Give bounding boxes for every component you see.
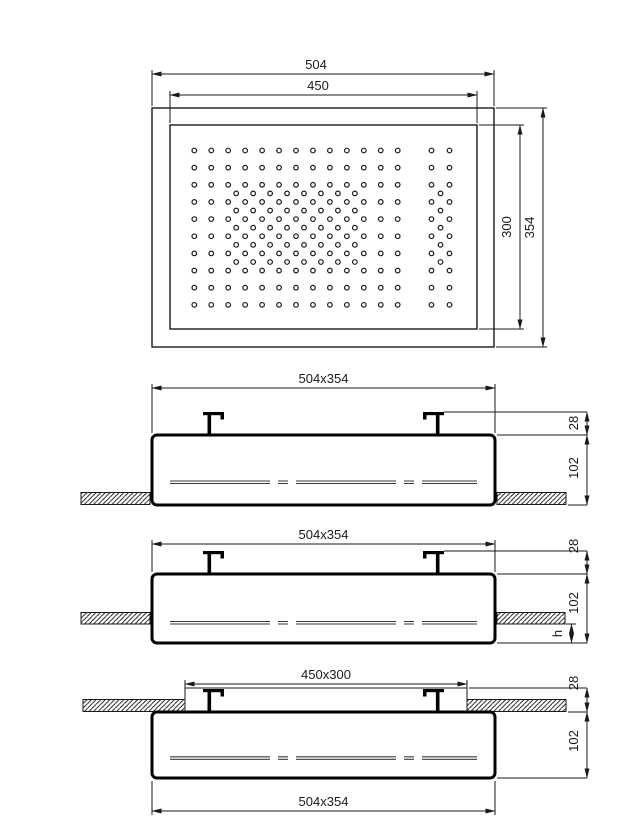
spray-hole <box>285 225 290 230</box>
s3-dim-102-label: 102 <box>566 730 581 752</box>
spray-hole <box>209 234 214 239</box>
spray-hole <box>243 148 248 153</box>
spray-hole <box>277 217 282 222</box>
spray-hole <box>311 251 316 256</box>
spray-hole <box>243 234 248 239</box>
spray-hole <box>192 183 197 188</box>
spray-hole <box>447 285 452 290</box>
spray-hole <box>362 268 367 273</box>
spray-hole <box>395 234 400 239</box>
spray-hole <box>277 165 282 170</box>
spray-hole <box>319 191 324 196</box>
spray-hole <box>226 285 231 290</box>
s2-dim-28-label: 28 <box>566 538 581 554</box>
spray-hole <box>277 268 282 273</box>
s1-dim-102-label: 102 <box>566 457 581 479</box>
spray-hole <box>277 183 282 188</box>
spray-hole <box>251 260 256 265</box>
spray-hole <box>319 225 324 230</box>
spray-hole <box>447 183 452 188</box>
s1-dim-28-label: 28 <box>566 415 581 431</box>
s2-top-dim-label: 504x354 <box>298 527 349 542</box>
spray-hole <box>260 234 265 239</box>
spray-hole <box>328 303 333 308</box>
spray-hole <box>294 217 299 222</box>
spray-hole <box>429 251 434 256</box>
spray-hole <box>302 208 307 213</box>
spray-hole <box>447 251 452 256</box>
spray-hole <box>192 148 197 153</box>
spray-hole <box>353 243 358 248</box>
spray-hole <box>362 303 367 308</box>
spray-hole <box>378 165 383 170</box>
spray-hole <box>285 243 290 248</box>
spray-hole <box>226 303 231 308</box>
dim-height-outer-label: 354 <box>522 216 537 239</box>
spray-hole <box>395 285 400 290</box>
spray-hole <box>429 217 434 222</box>
spray-hole <box>429 200 434 205</box>
s2-dim-102-label: 102 <box>566 592 581 614</box>
spray-hole <box>395 200 400 205</box>
spray-hole <box>302 225 307 230</box>
section-view-1 <box>81 371 587 505</box>
spray-hole <box>251 191 256 196</box>
s1-top-dim-label: 504x354 <box>298 371 349 386</box>
spray-hole <box>260 285 265 290</box>
spray-hole <box>378 303 383 308</box>
spray-hole <box>234 225 239 230</box>
spray-hole <box>362 165 367 170</box>
spray-hole <box>311 183 316 188</box>
spray-hole <box>192 217 197 222</box>
spray-hole <box>429 183 434 188</box>
spray-hole <box>395 148 400 153</box>
spray-hole <box>336 243 341 248</box>
spray-hole <box>209 303 214 308</box>
section-view-3 <box>83 667 587 815</box>
spray-hole <box>447 148 452 153</box>
spray-hole <box>447 268 452 273</box>
spray-hole <box>362 183 367 188</box>
spray-hole <box>362 251 367 256</box>
spray-hole <box>353 225 358 230</box>
spray-hole <box>438 225 443 230</box>
spray-hole <box>192 251 197 256</box>
spray-hole <box>209 148 214 153</box>
spray-hole <box>294 165 299 170</box>
spray-hole <box>209 285 214 290</box>
spray-hole <box>447 165 452 170</box>
s2-body <box>152 574 495 643</box>
spray-hole <box>243 217 248 222</box>
spray-hole <box>395 268 400 273</box>
spray-hole <box>294 303 299 308</box>
spray-hole <box>328 251 333 256</box>
spray-hole <box>438 243 443 248</box>
spray-hole <box>226 165 231 170</box>
spray-hole <box>378 251 383 256</box>
spray-hole <box>447 200 452 205</box>
spray-hole <box>294 251 299 256</box>
spray-hole <box>336 191 341 196</box>
spray-hole <box>260 268 265 273</box>
spray-hole <box>438 191 443 196</box>
spray-hole <box>336 208 341 213</box>
spray-hole <box>311 303 316 308</box>
spray-hole <box>328 165 333 170</box>
spray-hole <box>192 268 197 273</box>
spray-hole <box>345 148 350 153</box>
spray-hole <box>429 234 434 239</box>
spray-hole <box>243 183 248 188</box>
s1-ceiling-right <box>497 493 566 505</box>
spray-hole <box>192 303 197 308</box>
spray-hole <box>209 217 214 222</box>
spray-hole <box>192 234 197 239</box>
dim-height-inner-label: 300 <box>499 216 514 238</box>
spray-hole <box>311 234 316 239</box>
spray-hole <box>268 191 273 196</box>
spray-hole <box>378 200 383 205</box>
spray-hole <box>378 234 383 239</box>
spray-hole <box>260 217 265 222</box>
spray-hole <box>277 251 282 256</box>
spray-hole <box>268 260 273 265</box>
spray-hole <box>447 234 452 239</box>
s3-bottom-dim-label: 504x354 <box>298 794 349 809</box>
spray-hole <box>311 268 316 273</box>
spray-hole <box>302 260 307 265</box>
s1-ceiling-left <box>81 493 150 505</box>
spray-hole <box>336 260 341 265</box>
spray-hole <box>311 148 316 153</box>
s3-top-dim-label: 450x300 <box>301 667 351 682</box>
spray-hole <box>302 243 307 248</box>
spray-hole <box>226 183 231 188</box>
spray-hole <box>277 234 282 239</box>
spray-hole <box>226 268 231 273</box>
spray-hole <box>209 165 214 170</box>
spray-hole <box>268 243 273 248</box>
spray-hole <box>294 200 299 205</box>
spray-hole <box>319 208 324 213</box>
spray-hole <box>251 208 256 213</box>
spray-hole <box>395 217 400 222</box>
spray-hole <box>328 183 333 188</box>
spray-hole <box>328 148 333 153</box>
s2-dim-h-label: h <box>550 629 565 638</box>
spray-hole <box>277 148 282 153</box>
spray-hole <box>345 165 350 170</box>
spray-hole <box>277 285 282 290</box>
spray-hole <box>243 200 248 205</box>
spray-hole <box>336 225 341 230</box>
s2-ceiling-right <box>497 613 565 625</box>
spray-hole <box>192 165 197 170</box>
spray-hole <box>234 243 239 248</box>
spray-hole <box>319 243 324 248</box>
s3-body <box>152 712 495 778</box>
spray-hole <box>395 303 400 308</box>
spray-hole <box>285 191 290 196</box>
spray-hole <box>378 285 383 290</box>
spray-hole <box>328 234 333 239</box>
spray-hole <box>447 217 452 222</box>
spray-hole <box>345 285 350 290</box>
dim-width-outer-label: 504 <box>305 57 327 72</box>
spray-hole <box>226 200 231 205</box>
spray-hole <box>311 217 316 222</box>
spray-hole <box>429 303 434 308</box>
spray-hole <box>311 165 316 170</box>
spray-hole <box>345 200 350 205</box>
spray-hole <box>395 183 400 188</box>
spray-hole <box>362 148 367 153</box>
s1-body <box>152 435 495 505</box>
spray-hole <box>378 148 383 153</box>
spray-hole <box>294 285 299 290</box>
spray-hole <box>429 165 434 170</box>
spray-hole <box>328 285 333 290</box>
spray-hole <box>362 285 367 290</box>
spray-hole <box>260 165 265 170</box>
s2-ceiling-left <box>81 613 150 625</box>
spray-hole <box>378 217 383 222</box>
spray-hole <box>260 303 265 308</box>
spray-hole <box>251 225 256 230</box>
spray-hole <box>294 268 299 273</box>
spray-hole <box>243 285 248 290</box>
s3-ceiling-left <box>83 700 185 712</box>
spray-hole <box>438 260 443 265</box>
spray-hole <box>209 251 214 256</box>
spray-hole <box>328 268 333 273</box>
spray-hole <box>226 217 231 222</box>
spray-hole <box>268 208 273 213</box>
spray-hole <box>345 268 350 273</box>
spray-hole <box>243 165 248 170</box>
spray-hole <box>243 268 248 273</box>
spray-hole <box>234 191 239 196</box>
spray-hole <box>277 200 282 205</box>
s3-dim-28-label: 28 <box>566 675 581 691</box>
spray-hole <box>260 200 265 205</box>
spray-hole <box>395 251 400 256</box>
spray-hole <box>209 268 214 273</box>
spray-hole <box>234 260 239 265</box>
spray-hole <box>328 217 333 222</box>
section-view-2 <box>81 527 587 643</box>
spray-hole <box>209 200 214 205</box>
spray-hole <box>260 251 265 256</box>
spray-hole <box>209 183 214 188</box>
spray-hole <box>345 251 350 256</box>
spray-hole <box>328 200 333 205</box>
spray-hole <box>285 260 290 265</box>
spray-hole <box>447 303 452 308</box>
dim-width-inner-label: 450 <box>307 78 329 93</box>
spray-hole <box>226 251 231 256</box>
spray-hole <box>353 208 358 213</box>
spray-hole <box>395 165 400 170</box>
spray-hole <box>353 260 358 265</box>
top-view-plan <box>152 57 547 347</box>
spray-hole <box>243 303 248 308</box>
spray-hole <box>429 268 434 273</box>
spray-hole <box>378 268 383 273</box>
spray-hole <box>302 191 307 196</box>
spray-hole <box>243 251 248 256</box>
spray-hole <box>378 183 383 188</box>
spray-hole <box>429 285 434 290</box>
spray-hole <box>311 285 316 290</box>
spray-hole <box>294 234 299 239</box>
spray-hole <box>285 208 290 213</box>
spray-hole <box>294 148 299 153</box>
spray-hole <box>192 200 197 205</box>
spray-hole <box>345 217 350 222</box>
spray-hole <box>429 148 434 153</box>
spray-hole <box>345 234 350 239</box>
spray-hole <box>234 208 239 213</box>
spray-hole <box>294 183 299 188</box>
spray-hole <box>192 285 197 290</box>
spray-hole <box>345 303 350 308</box>
spray-hole <box>226 148 231 153</box>
spray-hole <box>226 234 231 239</box>
spray-hole <box>251 243 256 248</box>
s3-ceiling-right <box>467 700 566 712</box>
spray-hole <box>362 234 367 239</box>
spray-hole <box>362 200 367 205</box>
spray-hole <box>277 303 282 308</box>
spray-hole <box>319 260 324 265</box>
spray-hole <box>260 183 265 188</box>
spray-hole <box>345 183 350 188</box>
spray-hole <box>353 191 358 196</box>
spray-hole <box>438 208 443 213</box>
spray-hole <box>268 225 273 230</box>
spray-hole <box>311 200 316 205</box>
spray-hole <box>260 148 265 153</box>
spray-hole <box>362 217 367 222</box>
